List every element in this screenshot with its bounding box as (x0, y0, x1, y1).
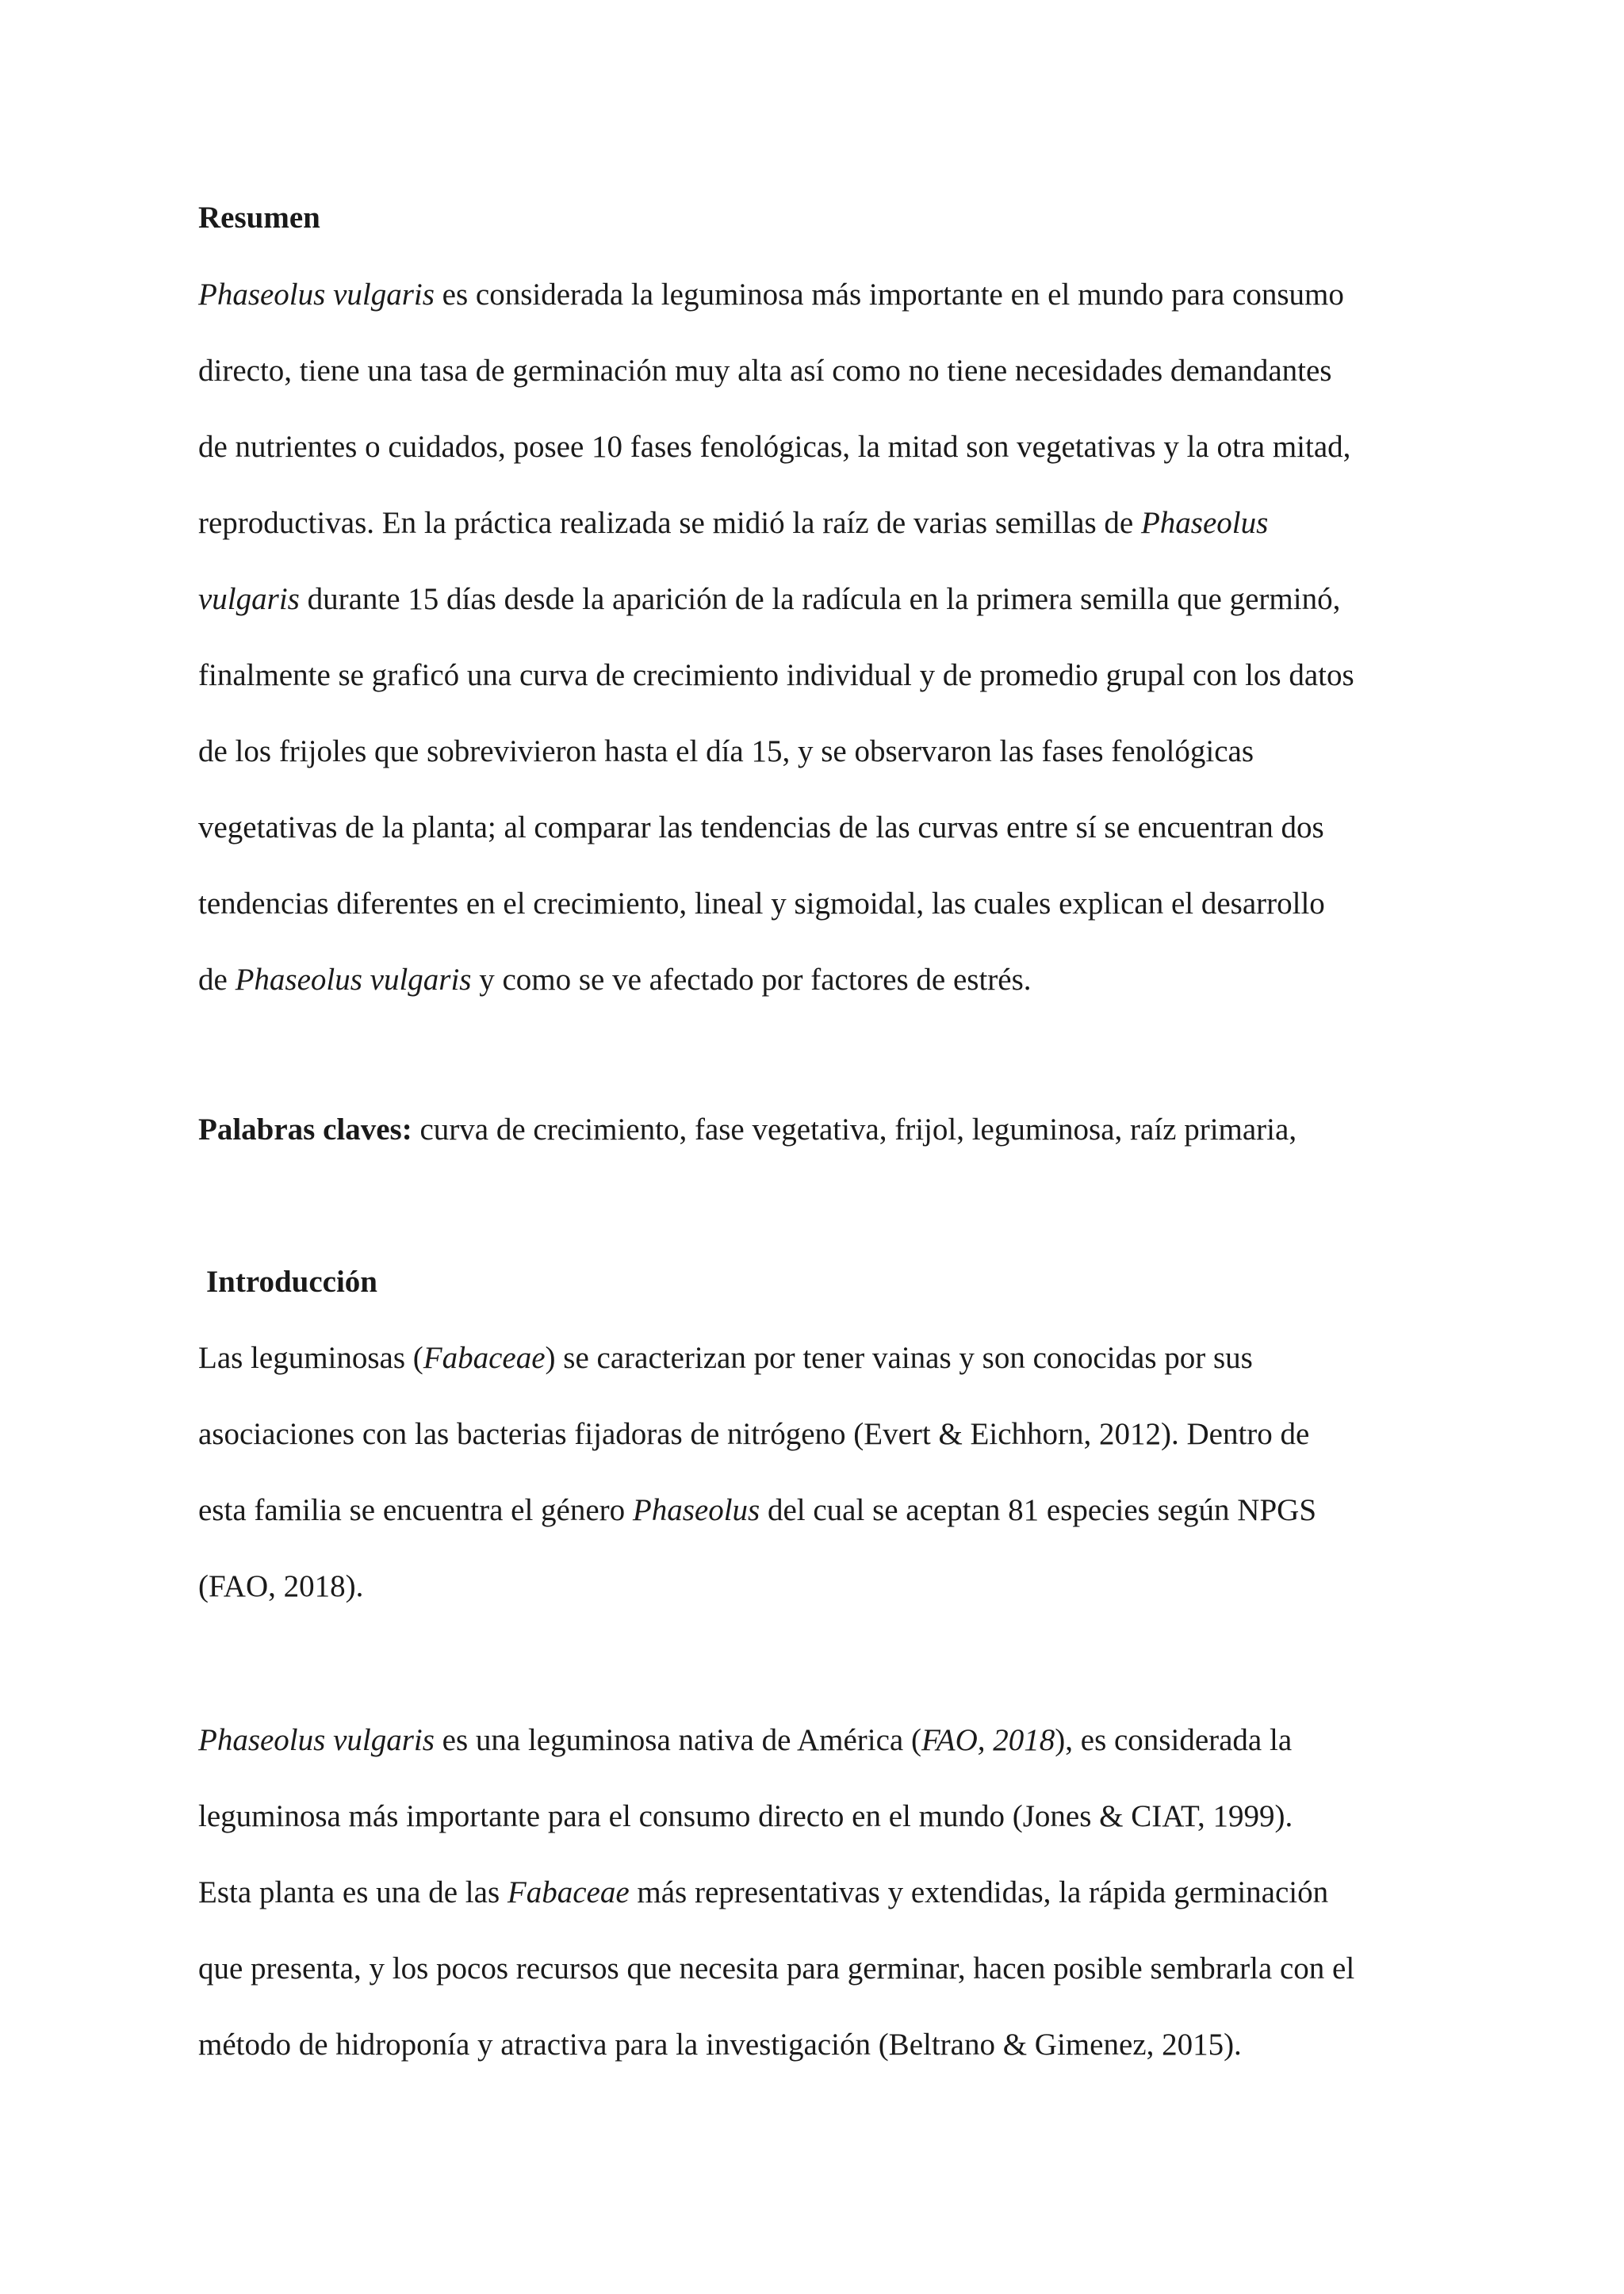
resumen-line-4: reproductivas. En la práctica realizada se midió la raíz de varias semillas de Phaseolus (198, 506, 1269, 540)
resumen-line-2: directo, tiene una tasa de germinación muy alta así como no tiene necesidades demandantes (198, 354, 1332, 388)
intro-paragraph-2 (198, 1702, 1447, 2083)
resumen-line-8: vegetativas de la planta; al comparar las tendencias de las curvas entre sí se encuentran dos (198, 810, 1324, 844)
intro-p1-line-2: asociaciones con las bacterias fijadoras de nitrógeno (Evert & Eichhorn, 2012). Dentro de (198, 1417, 1310, 1451)
resumen-line-3: de nutrientes o cuidados, posee 10 fases fenológicas, la mitad son vegetativas y la otra mitad, (198, 430, 1351, 464)
intro-paragraph-1 (198, 1320, 1447, 1625)
intro-p1-line-3: esta familia se encuentra el género Phaseolus del cual se aceptan 81 especies según NPGS (198, 1493, 1317, 1527)
intro-p2-line-4: que presenta, y los pocos recursos que necesita para germinar, hacen posible sembrarla con el (198, 1951, 1355, 1986)
resumen-line-9: tendencias diferentes en el crecimiento, lineal y sigmoidal, las cuales explican el desarrollo (198, 887, 1325, 921)
resumen-paragraph (198, 257, 1447, 1018)
resumen-line-7: de los frijoles que sobrevivieron hasta el día 15, y se observaron las fases fenológicas (198, 734, 1254, 768)
keywords-label: Palabras claves: (198, 1113, 412, 1147)
keywords-text: curva de crecimiento, fase vegetativa, frijol, leguminosa, raíz primaria, (412, 1113, 1297, 1147)
resumen-line-5: vulgaris durante 15 días desde la aparición de la radícula en la primera semilla que germinó, (198, 582, 1341, 616)
introduccion-heading: Introducción (206, 1265, 377, 1299)
keywords-line (198, 1114, 1297, 1145)
resumen-line-1: Phaseolus vulgaris es considerada la leguminosa más importante en el mundo para consumo (198, 278, 1344, 312)
resumen-line-6: finalmente se graficó una curva de crecimiento individual y de promedio grupal con los datos (198, 658, 1354, 692)
resumen-heading: Resumen (198, 201, 320, 235)
intro-p1-line-4: (FAO, 2018). (198, 1569, 364, 1603)
intro-p2-line-1: Phaseolus vulgaris es una leguminosa nativa de América (FAO, 2018), es considerada la (198, 1723, 1293, 1757)
intro-p1-line-1: Las leguminosas (Fabaceae) se caracterizan por tener vainas y son conocidas por sus (198, 1341, 1253, 1375)
intro-p2-line-2: leguminosa más importante para el consumo directo en el mundo (Jones & CIAT, 1999). (198, 1799, 1293, 1833)
intro-p2-line-3: Esta planta es una de las Fabaceae más representativas y extendidas, la rápida germinación (198, 1875, 1329, 1909)
intro-p2-line-5: método de hidroponía y atractiva para la investigación (Beltrano & Gimenez, 2015). (198, 2028, 1242, 2062)
resumen-line-10: de Phaseolus vulgaris y como se ve afectado por factores de estrés. (198, 963, 1032, 997)
